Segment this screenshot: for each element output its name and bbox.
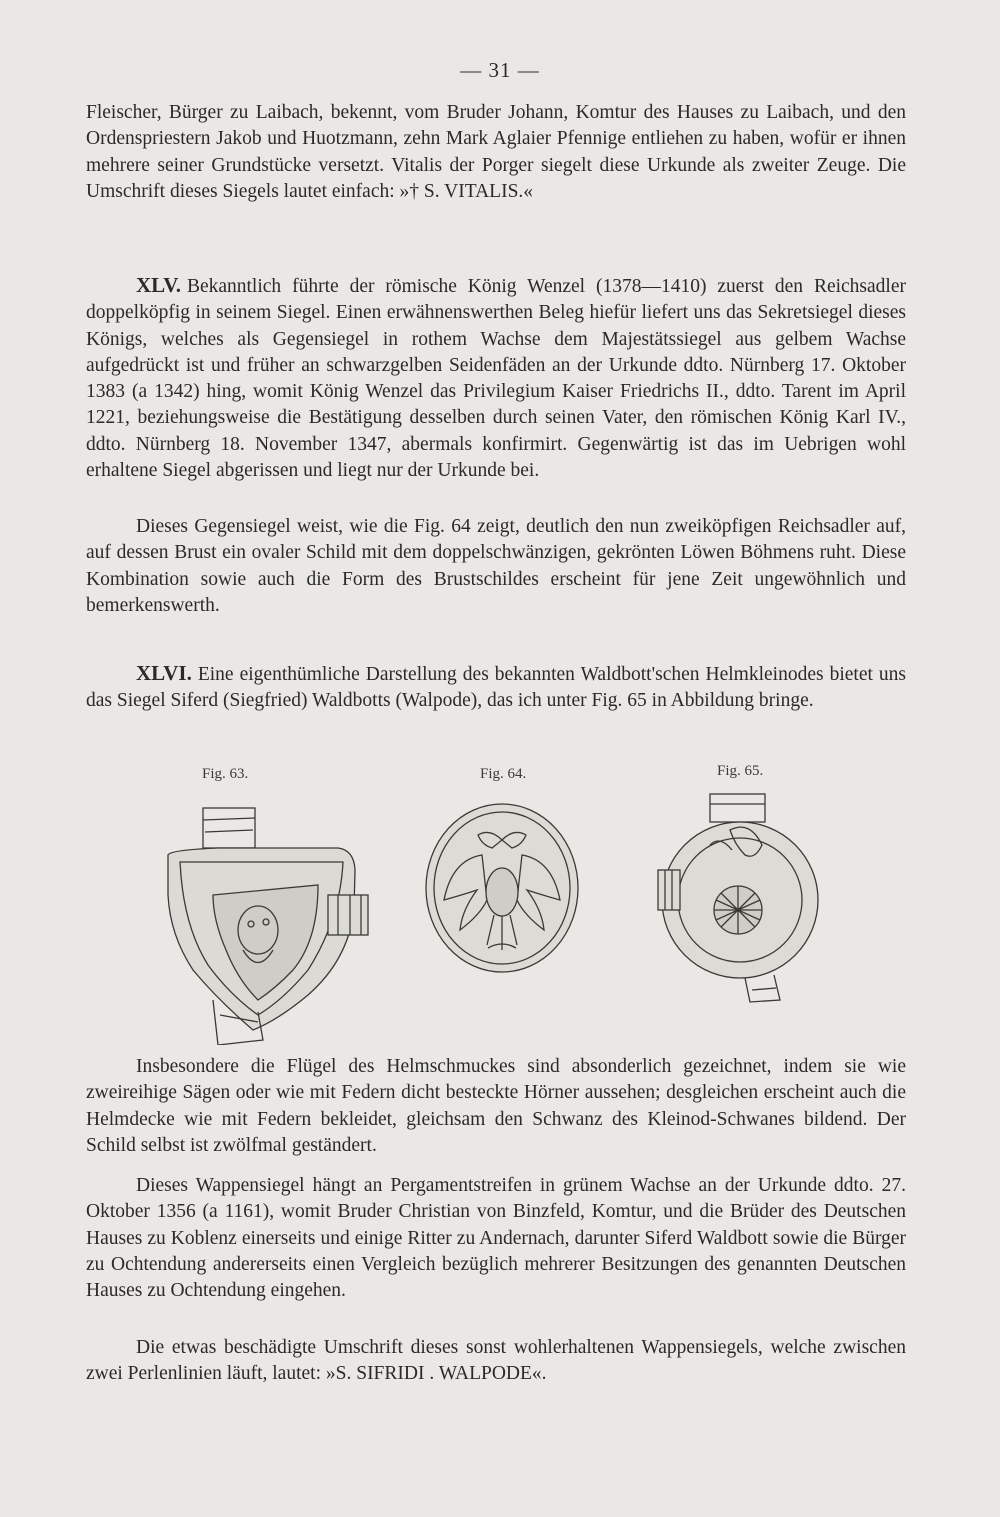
seal-fig-63-image xyxy=(158,800,373,1045)
fig-65-caption: Fig. 65. xyxy=(717,763,764,779)
paragraph-xlvi xyxy=(86,660,906,715)
paragraph-xlvi-text: Eine eigenthümliche Darstellung des bekannten Waldbott'schen Helmkleinodes bietet uns das Siegel Siferd (Siegfried) Waldbotts (Walpode), das ich unter Fig. 65 in Abbildung bringe. xyxy=(86,664,906,712)
paragraph-wappensiegel: Dieses Wappensiegel hängt an Pergamentstreifen in grünem Wachse an der Urkunde ddto. 27. Oktober 1356 (a 1161), womit Bruder Christian von Binzfeld, Komtur, und die Brüder des Deutschen Hauses zu Koblenz einerseits und einige Ritter zu Andernach, darunter Siferd Waldbott sowie die Bürger zu Ochtendung andererseits einen Vergleich bezüglich mehrerer Besitzungen des genannten Deutschen Hauses zu Ochtendung eingehen. xyxy=(86,1175,906,1302)
section-label-xlv: XLV. xyxy=(136,273,181,297)
paragraph-umschrift: Die etwas beschädigte Umschrift dieses sonst wohlerhaltenen Wappensiegels, welche zwischen zwei Perlenlinien läuft, lautet: »S. SIFRIDI . WALPODE«. xyxy=(86,1337,906,1385)
fig-64-caption: Fig. 64. xyxy=(480,766,527,782)
fig-63-caption: Fig. 63. xyxy=(202,766,249,782)
paragraph-fig64-description: Dieses Gegensiegel weist, wie die Fig. 64 zeigt, deutlich den nun zweiköpfigen Reichsadler auf, auf dessen Brust ein ovaler Schild mit dem doppelschwänzigen, gekrönten Löwen Böhmens ruht. Diese Kombination sowie auch die Form des Brustschildes erscheint für jene Zeit ungewöhnlich und bemerkenswerth. xyxy=(86,516,906,616)
paragraph-xlv-text: Bekanntlich führte der römische König Wenzel (1378—1410) zuerst den Reichsadler doppelköpfig in seinem Siegel. Einen erwähnenswerthen Beleg hiefür liefert uns das Sekretsiegel dieses Königs, welches als Gegensiegel in rothem Wachse dem Majestätssiegel aus gelbem Wachse aufgedrückt ist und früher an schwarzgelben Seidenfäden an der Urkunde ddto. Nürnberg 17. Oktober 1383 (a 1342) hing, womit König Wenzel das Privilegium Kaiser Friedrichs II., ddto. Tarent im April 1221, beziehungsweise die Bestätigung desselben durch seinen Vater, den römischen König Karl IV., ddto. Nürnberg 18. November 1347, abermals konfirmirt. Gegenwärtig ist das im Uebrigen wohl erhaltene Siegel abgerissen und liegt nur der Urkunde bei. xyxy=(86,276,906,482)
section-label-xlvi: XLVI. xyxy=(136,661,192,685)
paragraph-helmschmuck: Insbesondere die Flügel des Helmschmuckes sind absonderlich gezeichnet, indem sie wie zweireihige Sägen oder wie mit Federn dicht besteckte Hörner aussehen; desgleichen erscheint auch die Helmdecke wie mit Federn bekleidet, gleichsam den Schwanz des Kleinod-Schwanes bildend. Der Schild selbst ist zwölfmal geständert. xyxy=(86,1056,906,1156)
seal-fig-64-image xyxy=(422,800,582,975)
paragraph-xlv xyxy=(86,272,906,484)
page-number: — 31 — xyxy=(460,58,540,82)
seal-fig-65-image xyxy=(650,790,825,1010)
paragraph-1: Fleischer, Bürger zu Laibach, bekennt, vom Bruder Johann, Komtur des Hauses zu Laibach, und den Ordenspriestern Jakob und Huotzmann, zehn Mark Aglaier Pfennige entliehen zu haben, wofür er ihnen mehrere seiner Grundstücke versetzt. Vitalis der Porger siegelt diese Urkunde als zweiter Zeuge. Die Umschrift dieses Siegels lautet einfach: »† S. VITALIS.« xyxy=(86,102,906,202)
